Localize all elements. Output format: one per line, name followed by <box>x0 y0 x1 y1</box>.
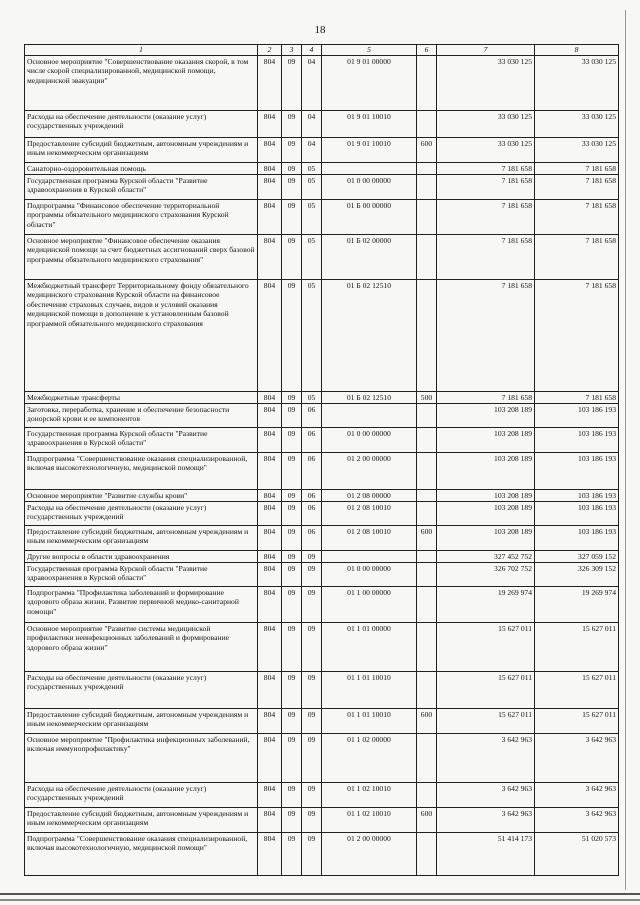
table-row <box>25 137 619 162</box>
section-code-cell: 09 <box>282 137 302 162</box>
row-name-cell: Предоставление субсидий бюджетным, автономным учреждениям и иным некоммерческим организациям <box>25 525 258 550</box>
column-header: 8 <box>535 45 619 56</box>
target-article-cell: 01 2 08 00000 <box>322 489 417 501</box>
amount-year2-cell: 3 642 963 <box>535 807 619 832</box>
table-row <box>25 550 619 562</box>
amount-year2-cell: 327 059 152 <box>535 550 619 562</box>
chapter-code-cell: 804 <box>258 403 282 427</box>
section-code-cell: 09 <box>282 452 302 489</box>
section-code-cell: 09 <box>282 501 302 525</box>
target-article-cell: 01 0 00 00000 <box>322 174 417 199</box>
amount-year2-cell: 3 642 963 <box>535 782 619 807</box>
chapter-code-cell: 804 <box>258 162 282 174</box>
subsection-code-cell: 05 <box>302 199 322 234</box>
amount-year1-cell: 103 208 189 <box>437 525 535 550</box>
table-row <box>25 452 619 489</box>
amount-year1-cell: 15 627 011 <box>437 622 535 671</box>
expense-type-cell <box>417 403 437 427</box>
table-row <box>25 279 619 391</box>
table-row <box>25 622 619 671</box>
chapter-code-cell: 804 <box>258 586 282 622</box>
chapter-code-cell: 804 <box>258 671 282 708</box>
target-article-cell: 01 1 01 00000 <box>322 622 417 671</box>
page-number: 18 <box>314 24 326 36</box>
table-row <box>25 234 619 279</box>
expense-type-cell <box>417 489 437 501</box>
row-name-cell: Расходы на обеспечение деятельности (оказание услуг) государственных учреждений <box>25 782 258 807</box>
column-header: 6 <box>417 45 437 56</box>
expense-type-cell: 600 <box>417 525 437 550</box>
table-row <box>25 586 619 622</box>
subsection-code-cell: 05 <box>302 234 322 279</box>
target-article-cell: 01 1 01 10010 <box>322 708 417 733</box>
amount-year1-cell: 7 181 658 <box>437 199 535 234</box>
header-row <box>25 45 619 56</box>
amount-year2-cell: 103 186 193 <box>535 403 619 427</box>
amount-year1-cell: 51 414 173 <box>437 832 535 875</box>
row-name-cell: Расходы на обеспечение деятельности (оказание услуг) государственных учреждений <box>25 671 258 708</box>
subsection-code-cell: 09 <box>302 782 322 807</box>
amount-year2-cell: 19 269 974 <box>535 586 619 622</box>
expense-type-cell <box>417 622 437 671</box>
section-code-cell: 09 <box>282 807 302 832</box>
amount-year1-cell: 103 208 189 <box>437 501 535 525</box>
section-code-cell: 09 <box>282 279 302 391</box>
expense-type-cell <box>417 782 437 807</box>
row-name-cell: Предоставление субсидий бюджетным, автономным учреждениям и иным некоммерческим организациям <box>25 708 258 733</box>
table-row <box>25 403 619 427</box>
expense-type-cell <box>417 671 437 708</box>
amount-year1-cell: 7 181 658 <box>437 174 535 199</box>
target-article-cell: 01 1 02 10010 <box>322 782 417 807</box>
target-article-cell <box>322 550 417 562</box>
table-row <box>25 110 619 137</box>
target-article-cell: 01 Б 02 12510 <box>322 391 417 403</box>
scan-edge-line <box>625 10 626 890</box>
target-article-cell: 01 9 01 10010 <box>322 137 417 162</box>
chapter-code-cell: 804 <box>258 452 282 489</box>
subsection-code-cell: 06 <box>302 403 322 427</box>
amount-year2-cell: 103 186 193 <box>535 489 619 501</box>
section-code-cell: 09 <box>282 782 302 807</box>
column-header: 7 <box>437 45 535 56</box>
target-article-cell: 01 0 00 00000 <box>322 562 417 586</box>
expense-type-cell <box>417 562 437 586</box>
amount-year2-cell: 7 181 658 <box>535 162 619 174</box>
amount-year1-cell: 3 642 963 <box>437 807 535 832</box>
section-code-cell: 09 <box>282 489 302 501</box>
table-row <box>25 562 619 586</box>
chapter-code-cell: 804 <box>258 391 282 403</box>
column-header: 1 <box>25 45 258 56</box>
section-code-cell: 09 <box>282 427 302 452</box>
amount-year2-cell: 15 627 011 <box>535 622 619 671</box>
amount-year2-cell: 103 186 193 <box>535 501 619 525</box>
row-name-cell: Основное мероприятие "Профилактика инфекционных заболеваний, включая иммунопрофилактику" <box>25 733 258 782</box>
chapter-code-cell: 804 <box>258 807 282 832</box>
column-header: 5 <box>322 45 417 56</box>
target-article-cell: 01 1 02 10010 <box>322 807 417 832</box>
chapter-code-cell: 804 <box>258 708 282 733</box>
subsection-code-cell: 09 <box>302 708 322 733</box>
row-name-cell: Подпрограмма "Совершенствование оказания специализированной, включая высокотехнологичную, медицинской помощи" <box>25 832 258 875</box>
section-code-cell: 09 <box>282 622 302 671</box>
amount-year2-cell: 103 186 193 <box>535 427 619 452</box>
amount-year1-cell: 103 208 189 <box>437 452 535 489</box>
chapter-code-cell: 804 <box>258 525 282 550</box>
amount-year2-cell: 7 181 658 <box>535 279 619 391</box>
row-name-cell: Предоставление субсидий бюджетным, автономным учреждениям и иным некоммерческим организациям <box>25 137 258 162</box>
row-name-cell: Межбюджетные трансферты <box>25 391 258 403</box>
subsection-code-cell: 04 <box>302 137 322 162</box>
subsection-code-cell: 05 <box>302 174 322 199</box>
row-name-cell: Предоставление субсидий бюджетным, автономным учреждениям и иным некоммерческим организациям <box>25 807 258 832</box>
amount-year2-cell: 7 181 658 <box>535 234 619 279</box>
expense-type-cell: 600 <box>417 807 437 832</box>
subsection-code-cell: 09 <box>302 832 322 875</box>
chapter-code-cell: 804 <box>258 550 282 562</box>
amount-year2-cell: 15 627 011 <box>535 671 619 708</box>
expense-type-cell <box>417 55 437 110</box>
expense-type-cell <box>417 550 437 562</box>
column-header: 3 <box>282 45 302 56</box>
table-row <box>25 671 619 708</box>
expense-type-cell <box>417 832 437 875</box>
amount-year2-cell: 3 642 963 <box>535 733 619 782</box>
amount-year1-cell: 103 208 189 <box>437 403 535 427</box>
column-header: 4 <box>302 45 322 56</box>
amount-year2-cell: 33 030 125 <box>535 137 619 162</box>
target-article-cell: 01 1 00 00000 <box>322 586 417 622</box>
row-name-cell: Расходы на обеспечение деятельности (оказание услуг) государственных учреждений <box>25 110 258 137</box>
row-name-cell: Государственная программа Курской области "Развитие здравоохранения в Курской области" <box>25 562 258 586</box>
amount-year1-cell: 15 627 011 <box>437 708 535 733</box>
chapter-code-cell: 804 <box>258 174 282 199</box>
amount-year2-cell: 103 186 193 <box>535 525 619 550</box>
chapter-code-cell: 804 <box>258 234 282 279</box>
chapter-code-cell: 804 <box>258 782 282 807</box>
row-name-cell: Основное мероприятие "Совершенствование оказания скорой, в том числе скорой специализированной, медицинской помощи, медицинской эвакуации" <box>25 55 258 110</box>
chapter-code-cell: 804 <box>258 137 282 162</box>
chapter-code-cell: 804 <box>258 622 282 671</box>
section-code-cell: 09 <box>282 525 302 550</box>
amount-year1-cell: 7 181 658 <box>437 162 535 174</box>
subsection-code-cell: 05 <box>302 279 322 391</box>
section-code-cell: 09 <box>282 174 302 199</box>
subsection-code-cell: 05 <box>302 162 322 174</box>
target-article-cell: 01 2 08 10010 <box>322 501 417 525</box>
scan-bottom-line <box>0 899 640 901</box>
subsection-code-cell: 09 <box>302 807 322 832</box>
table-row <box>25 832 619 875</box>
expense-type-cell: 600 <box>417 137 437 162</box>
subsection-code-cell: 05 <box>302 391 322 403</box>
table-row <box>25 525 619 550</box>
subsection-code-cell: 04 <box>302 110 322 137</box>
target-article-cell: 01 9 01 10010 <box>322 110 417 137</box>
target-article-cell <box>322 403 417 427</box>
amount-year1-cell: 327 452 752 <box>437 550 535 562</box>
expense-type-cell <box>417 162 437 174</box>
target-article-cell: 01 Б 02 12510 <box>322 279 417 391</box>
scan-bottom-line <box>0 893 640 895</box>
chapter-code-cell: 804 <box>258 562 282 586</box>
section-code-cell: 09 <box>282 832 302 875</box>
subsection-code-cell: 09 <box>302 562 322 586</box>
row-name-cell: Расходы на обеспечение деятельности (оказание услуг) государственных учреждений <box>25 501 258 525</box>
subsection-code-cell: 09 <box>302 733 322 782</box>
amount-year1-cell: 3 642 963 <box>437 733 535 782</box>
amount-year2-cell: 7 181 658 <box>535 391 619 403</box>
target-article-cell: 01 Б 00 00000 <box>322 199 417 234</box>
expense-type-cell <box>417 234 437 279</box>
expense-type-cell <box>417 501 437 525</box>
section-code-cell: 09 <box>282 162 302 174</box>
section-code-cell: 09 <box>282 199 302 234</box>
chapter-code-cell: 804 <box>258 501 282 525</box>
table-row <box>25 501 619 525</box>
row-name-cell: Межбюджетный трансферт Территориальному фонду обязательного медицинского страхования Курской области на финансовое обеспечение страховых случаев, видов и условий оказания медицинской помощи в дополнение к установленным базовой программой обязательного медицинского страхования <box>25 279 258 391</box>
row-name-cell: Подпрограмма "Финансовое обеспечение территориальной программы обязательного медицинского страхования Курской области" <box>25 199 258 234</box>
expense-type-cell <box>417 110 437 137</box>
amount-year2-cell: 51 020 573 <box>535 832 619 875</box>
section-code-cell: 09 <box>282 391 302 403</box>
chapter-code-cell: 804 <box>258 427 282 452</box>
amount-year1-cell: 103 208 189 <box>437 489 535 501</box>
row-name-cell: Заготовка, переработка, хранение и обеспечение безопасности донорской крови и ее компонентов <box>25 403 258 427</box>
subsection-code-cell: 06 <box>302 452 322 489</box>
chapter-code-cell: 804 <box>258 199 282 234</box>
table-body <box>25 55 619 875</box>
target-article-cell: 01 2 08 10010 <box>322 525 417 550</box>
section-code-cell: 09 <box>282 550 302 562</box>
table-row <box>25 162 619 174</box>
amount-year1-cell: 103 208 189 <box>437 427 535 452</box>
section-code-cell: 09 <box>282 586 302 622</box>
amount-year2-cell: 15 627 011 <box>535 708 619 733</box>
amount-year2-cell: 33 030 125 <box>535 110 619 137</box>
chapter-code-cell: 804 <box>258 55 282 110</box>
amount-year1-cell: 33 030 125 <box>437 55 535 110</box>
budget-table <box>24 44 619 876</box>
table-row <box>25 199 619 234</box>
section-code-cell: 09 <box>282 234 302 279</box>
amount-year2-cell: 103 186 193 <box>535 452 619 489</box>
table-row <box>25 708 619 733</box>
row-name-cell: Основное мероприятие "Финансовое обеспечение оказания медицинской помощи за счет бюджетных ассигнований сверх базовой программы обязательного медицинского страхования" <box>25 234 258 279</box>
table-row <box>25 489 619 501</box>
amount-year2-cell: 326 309 152 <box>535 562 619 586</box>
expense-type-cell: 500 <box>417 391 437 403</box>
target-article-cell <box>322 162 417 174</box>
target-article-cell: 01 1 01 10010 <box>322 671 417 708</box>
amount-year1-cell: 326 702 752 <box>437 562 535 586</box>
section-code-cell: 09 <box>282 671 302 708</box>
section-code-cell: 09 <box>282 733 302 782</box>
target-article-cell: 01 2 00 00000 <box>322 452 417 489</box>
row-name-cell: Другие вопросы в области здравоохранения <box>25 550 258 562</box>
target-article-cell: 01 9 01 00000 <box>322 55 417 110</box>
subsection-code-cell: 09 <box>302 671 322 708</box>
expense-type-cell <box>417 174 437 199</box>
expense-type-cell <box>417 586 437 622</box>
row-name-cell: Основное мероприятие "Развитие службы крови" <box>25 489 258 501</box>
table-row <box>25 733 619 782</box>
subsection-code-cell: 09 <box>302 586 322 622</box>
table-row <box>25 782 619 807</box>
section-code-cell: 09 <box>282 403 302 427</box>
row-name-cell: Государственная программа Курской области "Развитие здравоохранения в Курской области" <box>25 427 258 452</box>
target-article-cell: 01 1 02 00000 <box>322 733 417 782</box>
amount-year1-cell: 7 181 658 <box>437 391 535 403</box>
amount-year1-cell: 19 269 974 <box>437 586 535 622</box>
section-code-cell: 09 <box>282 55 302 110</box>
expense-type-cell <box>417 199 437 234</box>
amount-year2-cell: 7 181 658 <box>535 199 619 234</box>
chapter-code-cell: 804 <box>258 110 282 137</box>
amount-year1-cell: 15 627 011 <box>437 671 535 708</box>
amount-year2-cell: 33 030 125 <box>535 55 619 110</box>
section-code-cell: 09 <box>282 110 302 137</box>
amount-year1-cell: 3 642 963 <box>437 782 535 807</box>
row-name-cell: Основное мероприятие "Развитие системы медицинской профилактики неинфекционных заболеваний и формирование здорового образа жизни" <box>25 622 258 671</box>
subsection-code-cell: 06 <box>302 489 322 501</box>
section-code-cell: 09 <box>282 562 302 586</box>
column-header: 2 <box>258 45 282 56</box>
chapter-code-cell: 804 <box>258 279 282 391</box>
expense-type-cell <box>417 452 437 489</box>
expense-type-cell <box>417 733 437 782</box>
table-row <box>25 55 619 110</box>
chapter-code-cell: 804 <box>258 832 282 875</box>
row-name-cell: Санаторно-оздоровительная помощь <box>25 162 258 174</box>
table-row <box>25 807 619 832</box>
chapter-code-cell: 804 <box>258 489 282 501</box>
table-row <box>25 391 619 403</box>
subsection-code-cell: 06 <box>302 427 322 452</box>
target-article-cell: 01 Б 02 00000 <box>322 234 417 279</box>
target-article-cell: 01 0 00 00000 <box>322 427 417 452</box>
expense-type-cell <box>417 427 437 452</box>
subsection-code-cell: 06 <box>302 525 322 550</box>
amount-year1-cell: 33 030 125 <box>437 137 535 162</box>
subsection-code-cell: 04 <box>302 55 322 110</box>
target-article-cell: 01 2 00 00000 <box>322 832 417 875</box>
subsection-code-cell: 06 <box>302 501 322 525</box>
table-row <box>25 174 619 199</box>
table-row <box>25 427 619 452</box>
row-name-cell: Подпрограмма "Совершенствование оказания специализированной, включая высокотехнологичную, медицинской помощи" <box>25 452 258 489</box>
expense-type-cell: 600 <box>417 708 437 733</box>
amount-year1-cell: 33 030 125 <box>437 110 535 137</box>
subsection-code-cell: 09 <box>302 622 322 671</box>
amount-year1-cell: 7 181 658 <box>437 279 535 391</box>
expense-type-cell <box>417 279 437 391</box>
chapter-code-cell: 804 <box>258 733 282 782</box>
subsection-code-cell: 09 <box>302 550 322 562</box>
row-name-cell: Государственная программа Курской области "Развитие здравоохранения в Курской области" <box>25 174 258 199</box>
section-code-cell: 09 <box>282 708 302 733</box>
row-name-cell: Подпрограмма "Профилактика заболеваний и формирование здорового образа жизни. Развитие первичной медико-санитарной помощи" <box>25 586 258 622</box>
amount-year1-cell: 7 181 658 <box>437 234 535 279</box>
amount-year2-cell: 7 181 658 <box>535 174 619 199</box>
